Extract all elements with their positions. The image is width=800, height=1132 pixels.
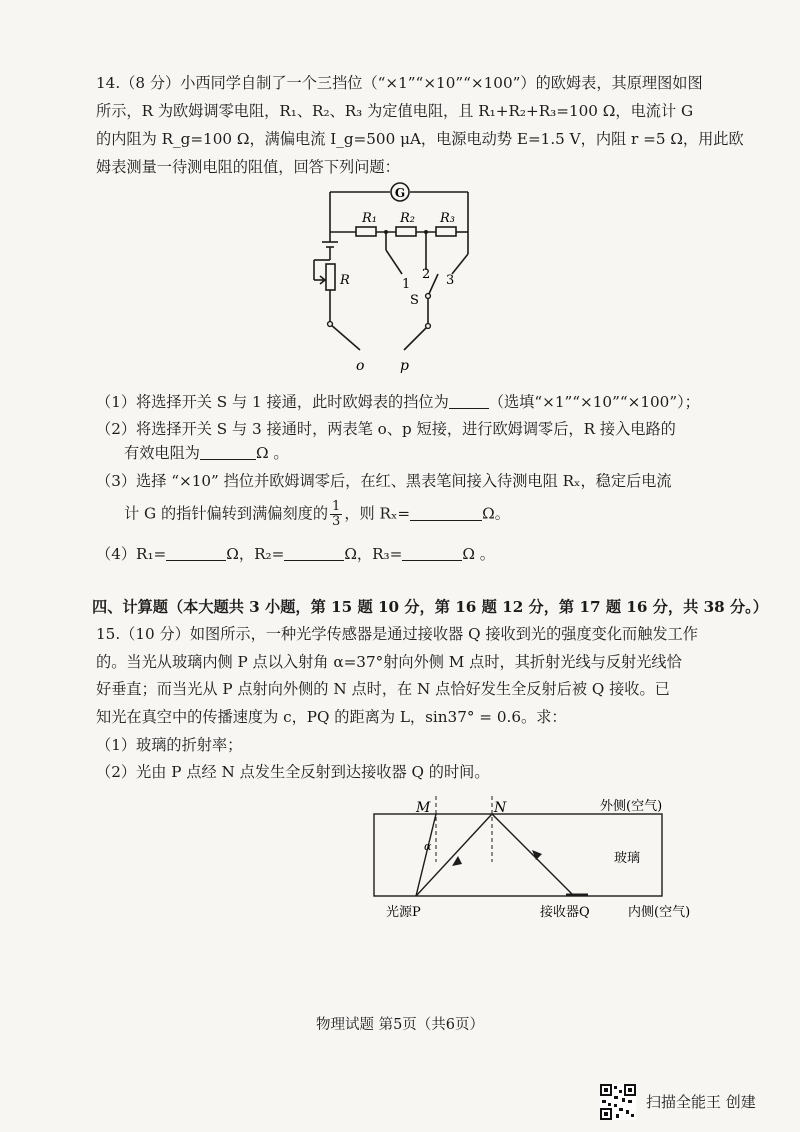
r-label: R xyxy=(340,273,350,288)
answer-blank-r3[interactable] xyxy=(402,546,462,561)
q14-part-3: （3）选择 “×10” 挡位并欧姆调零后，在红、黑表笔间接入待测电阻 Rₓ，稳定后电流 xyxy=(96,472,672,490)
terminal-2-label: 2 xyxy=(422,267,431,282)
probe-p-label: p xyxy=(400,358,409,374)
q15-line-4: 知光在真空中的传播速度为 c，PQ 的距离为 L，sin37° = 0.6。求： xyxy=(96,708,567,726)
outside-air-label: 外侧(空气) xyxy=(600,799,663,814)
answer-blank-r2[interactable] xyxy=(284,546,344,561)
terminal-1-label: 1 xyxy=(402,277,411,292)
angle-alpha-label: α xyxy=(424,840,432,853)
q14-line-4: 姆表测量一待测电阻的阻值，回答下列问题： xyxy=(96,158,400,176)
switch-label: S xyxy=(410,293,419,308)
q14-line-1: 14.（8 分）小西同学自制了一个三挡位（“×1”“×10”“×100”）的欧姆表，其原理图如图 xyxy=(96,74,703,92)
answer-blank-3[interactable] xyxy=(410,506,482,521)
optics-diagram xyxy=(360,792,720,922)
point-n-label: N xyxy=(494,800,507,816)
glass-label: 玻璃 xyxy=(614,851,641,866)
q14-part-1: （1）将选择开关 S 与 1 接通，此时欧姆表的挡位为 （选填“×1”“×10”“×100”）； xyxy=(96,393,700,411)
q15-part-1: （1）玻璃的折射率； xyxy=(96,736,243,754)
r1-label: R₁ xyxy=(362,211,377,226)
receiver-label: 接收器Q xyxy=(540,905,590,920)
galvanometer-label: G xyxy=(394,186,406,200)
q15-part-2: （2）光由 P 点经 N 点发生全反射到达接收器 Q 的时间。 xyxy=(96,763,490,781)
answer-blank-1[interactable] xyxy=(449,394,489,409)
page-footer: 物理试题 第5页（共6页） xyxy=(315,1017,485,1033)
q14-part-2: （2）将选择开关 S 与 3 接通时，两表笔 o、p 短接，进行欧姆调零后，R 接入电路的 xyxy=(96,420,676,438)
answer-blank-2[interactable] xyxy=(200,445,256,460)
q14-line-3: 的内阻为 R_g=100 Ω，满偏电流 I_g=500 μA，电源电动势 E=1.5 V，内阻 r =5 Ω，用此欧 xyxy=(96,130,744,148)
section-4-heading: 四、计算题（本大题共 3 小题，第 15 题 10 分，第 16 题 12 分，第 17 题 16 分，共 38 分。） xyxy=(92,598,768,616)
q15-line-2: 的。当光从玻璃内侧 P 点以入射角 α=37°射向外侧 M 点时，其折射光线与反射光线恰 xyxy=(96,653,682,671)
answer-blank-r1[interactable] xyxy=(166,546,226,561)
q15-line-3: 好垂直；而当光从 P 点射向外侧的 N 点时，在 N 点恰好发生全反射后被 Q 接收。已 xyxy=(96,680,670,698)
probe-o-label: o xyxy=(356,358,365,374)
inside-air-label: 内侧(空气) xyxy=(628,905,691,920)
ohmmeter-circuit-diagram xyxy=(300,178,490,378)
q15-line-1: 15.（10 分）如图所示，一种光学传感器是通过接收器 Q 接收到光的强度变化而触发工作 xyxy=(96,625,698,643)
q14-part-2-cont: 有效电阻为 Ω 。 xyxy=(124,444,289,462)
q14-part-4: （4）R₁= Ω，R₂= Ω，R₃= Ω 。 xyxy=(96,545,495,563)
q14-line-2: 所示，R 为欧姆调零电阻，R₁、R₂、R₃ 为定值电阻，且 R₁+R₂+R₃=100 Ω，电流计 G xyxy=(96,102,694,120)
r3-label: R₃ xyxy=(440,211,455,226)
point-m-label: M xyxy=(416,800,431,816)
qr-code-icon xyxy=(600,1084,636,1120)
fraction-one-third: $\frac{1}{3}$ xyxy=(332,499,341,529)
q14-part-3-cont: 计 G 的指针偏转到满偏刻度的 $\frac{1}{3}$ ，则 Rₓ= Ω。 xyxy=(124,499,510,529)
terminal-3-label: 3 xyxy=(446,273,455,288)
r2-label: R₂ xyxy=(400,211,415,226)
light-source-label: 光源P xyxy=(386,905,421,920)
scanner-watermark: 扫描全能王 创建 xyxy=(646,1093,756,1111)
